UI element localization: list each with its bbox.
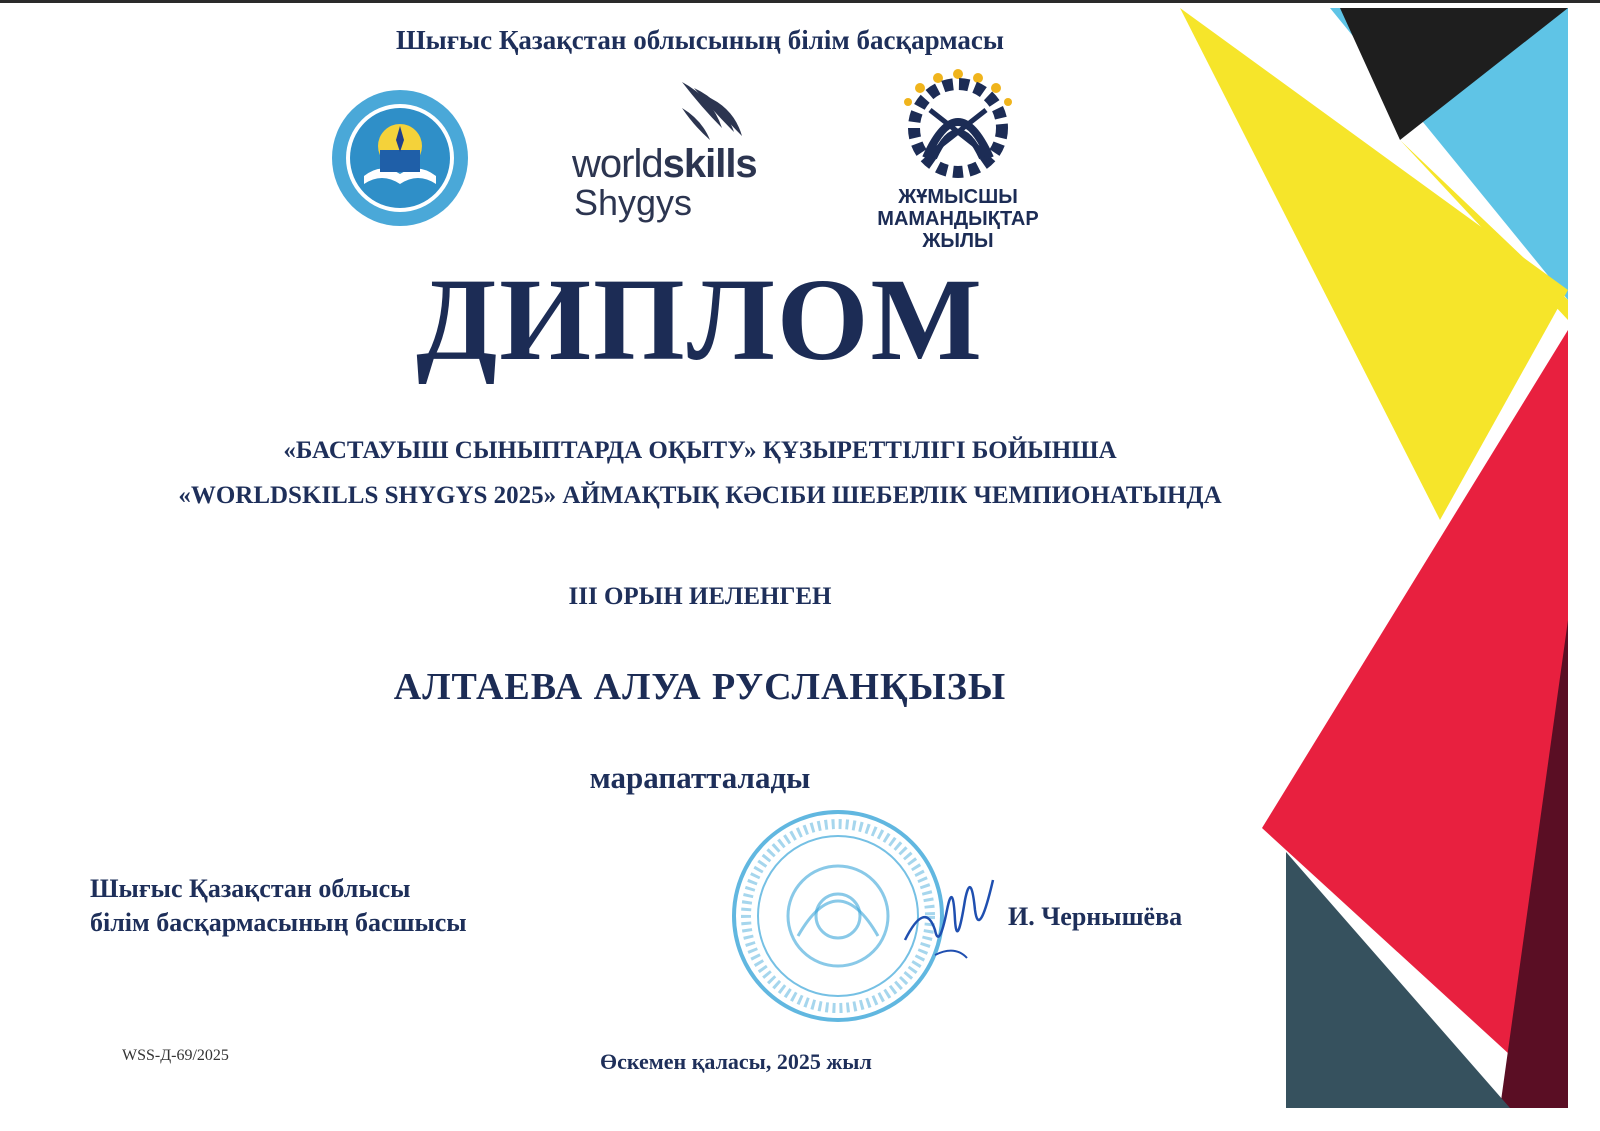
signature-icon [895, 860, 1005, 970]
worldskills-swoosh-icon [572, 78, 762, 148]
awardee-name: АЛТАЕВА АЛУА РУСЛАНҚЫЗЫ [393, 666, 1007, 708]
worldskills-word-light: world [572, 142, 663, 186]
workers-year-line2: МАМАНДЫҚТАР [877, 208, 1039, 230]
championship-line: «WORLDSKILLS SHYGYS 2025» АЙМАҚТЫҚ КӘСІБИ ШЕБЕРЛІК ЧЕМПИОНАТЫНДА [178, 482, 1222, 509]
signer-name: И. Чернышёва [1008, 902, 1183, 931]
worldskills-word-bold: skills [662, 142, 757, 186]
workers-year-logo [868, 66, 1048, 256]
workers-year-gear-icon [868, 66, 1048, 186]
competency-line: «БАСТАУЫШ СЫНЫПТАРДА ОҚЫТУ» ҚҰЗЫРЕТТІЛІГІ БОЙЫНША [283, 437, 1117, 464]
diploma-title: ДИПЛОМ [416, 254, 984, 385]
worldskills-wordmark [572, 142, 757, 187]
signer-position [90, 872, 467, 940]
workers-year-line3: ЖЫЛЫ [922, 230, 994, 252]
worldskills-logo-icon [572, 78, 762, 223]
issuing-authority: Шығыс Қазақстан облысының білім басқармасы [396, 25, 1004, 55]
signer-position-line1: Шығыс Қазақстан облысы [90, 874, 411, 903]
education-department-emblem-icon [330, 88, 470, 228]
signer-position-line2: білім басқармасының басшысы [90, 908, 467, 937]
worldskills-region: Shygys [574, 182, 693, 223]
place-and-date: Өскемен қаласы, 2025 жыл [600, 1049, 872, 1074]
document-number: WSS-Д-69/2025 [122, 1047, 229, 1064]
awarded-text: марапатталады [589, 760, 811, 795]
place-line: III ОРЫН ИЕЛЕНГЕН [568, 583, 832, 610]
workers-year-line1: ЖҰМЫСШЫ [898, 186, 1018, 208]
